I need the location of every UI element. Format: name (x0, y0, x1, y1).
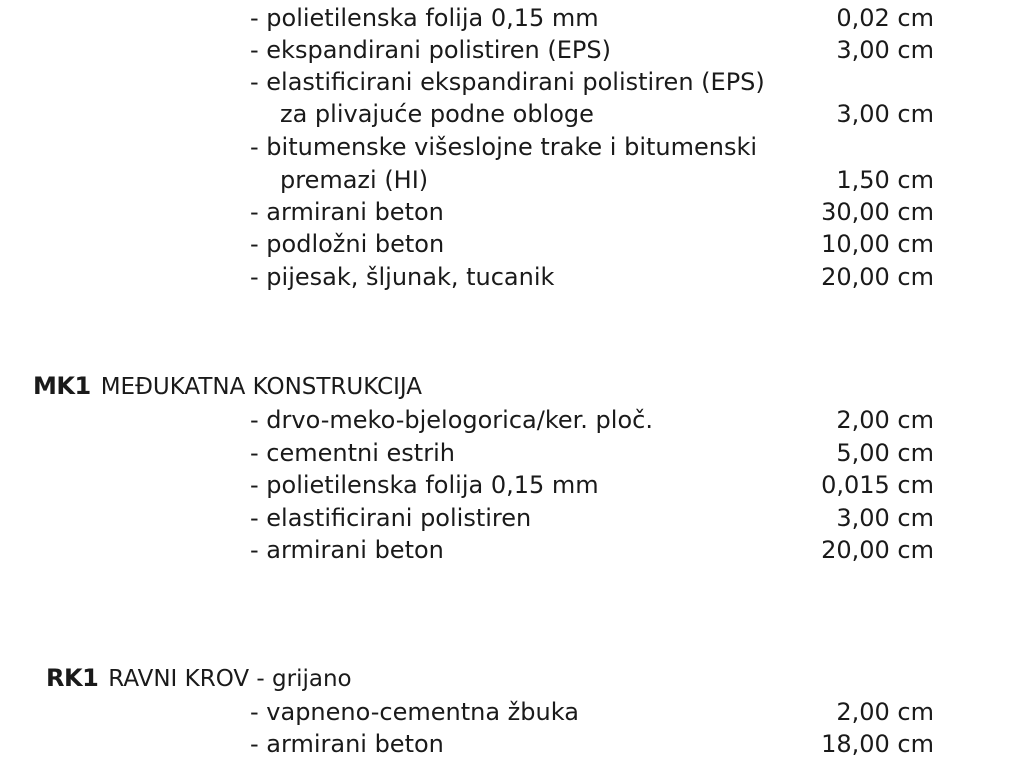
list-item (250, 34, 940, 66)
layer-name: - armirani beton (250, 536, 444, 564)
layer-thickness: 30,00 cm (821, 198, 934, 226)
layer-name: - elastificirani polistiren (250, 504, 532, 532)
layer-name: - bitumenske višeslojne trake i bitumenski (250, 133, 758, 161)
list-item (250, 469, 940, 501)
list-item (250, 2, 940, 34)
list-item (250, 534, 940, 566)
list-item (250, 502, 940, 534)
layer-name: - drvo-meko-bjelogorica/ker. ploč. (250, 406, 653, 434)
layer-thickness: 0,02 cm (836, 4, 934, 32)
layer-name: - armirani beton (250, 198, 444, 226)
section-heading-mk1 (33, 369, 422, 403)
section-title: MEĐUKATNA KONSTRUKCIJA (100, 374, 423, 400)
list-item (250, 261, 940, 293)
list-item (250, 696, 940, 728)
list-item (250, 196, 940, 228)
section-title: RAVNI KROV - grijano (108, 666, 352, 692)
layer-thickness: 0,015 cm (821, 471, 934, 499)
layer-thickness: 3,00 cm (836, 36, 934, 64)
layer-thickness: 18,00 cm (821, 730, 934, 758)
layer-name-continuation: za plivajuće podne obloge (280, 100, 594, 128)
list-item (250, 228, 940, 260)
layer-name-continuation: premazi (HI) (280, 166, 429, 194)
layer-name: - polietilenska folija 0,15 mm (250, 471, 599, 499)
layer-name: - ekspandirani polistiren (EPS) (250, 36, 611, 64)
list-item (250, 131, 940, 163)
layer-thickness: 20,00 cm (821, 536, 934, 564)
list-item (250, 98, 940, 130)
list-item (250, 164, 940, 196)
layer-name: - elastificirani ekspandirani polistiren (EPS) (250, 68, 765, 96)
layer-thickness: 20,00 cm (821, 263, 934, 291)
layer-name: - podložni beton (250, 230, 445, 258)
layer-thickness: 2,00 cm (836, 698, 934, 726)
layer-thickness: 2,00 cm (836, 406, 934, 434)
list-item (250, 404, 940, 436)
layer-name: - polietilenska folija 0,15 mm (250, 4, 599, 32)
layer-thickness: 5,00 cm (836, 439, 934, 467)
section-code: RK1 (46, 664, 99, 692)
layer-name: - cementni estrih (250, 439, 455, 467)
layer-thickness: 3,00 cm (836, 504, 934, 532)
layer-thickness: 10,00 cm (821, 230, 934, 258)
layer-name: - vapneno-cementna žbuka (250, 698, 579, 726)
section-heading-rk1 (46, 661, 352, 695)
list-item (250, 66, 940, 98)
list-item (250, 437, 940, 469)
layer-name: - armirani beton (250, 730, 444, 758)
section-code: MK1 (33, 372, 91, 400)
layer-thickness: 1,50 cm (836, 166, 934, 194)
list-item (250, 728, 940, 760)
layer-name: - pijesak, šljunak, tucanik (250, 263, 555, 291)
layer-thickness: 3,00 cm (836, 100, 934, 128)
